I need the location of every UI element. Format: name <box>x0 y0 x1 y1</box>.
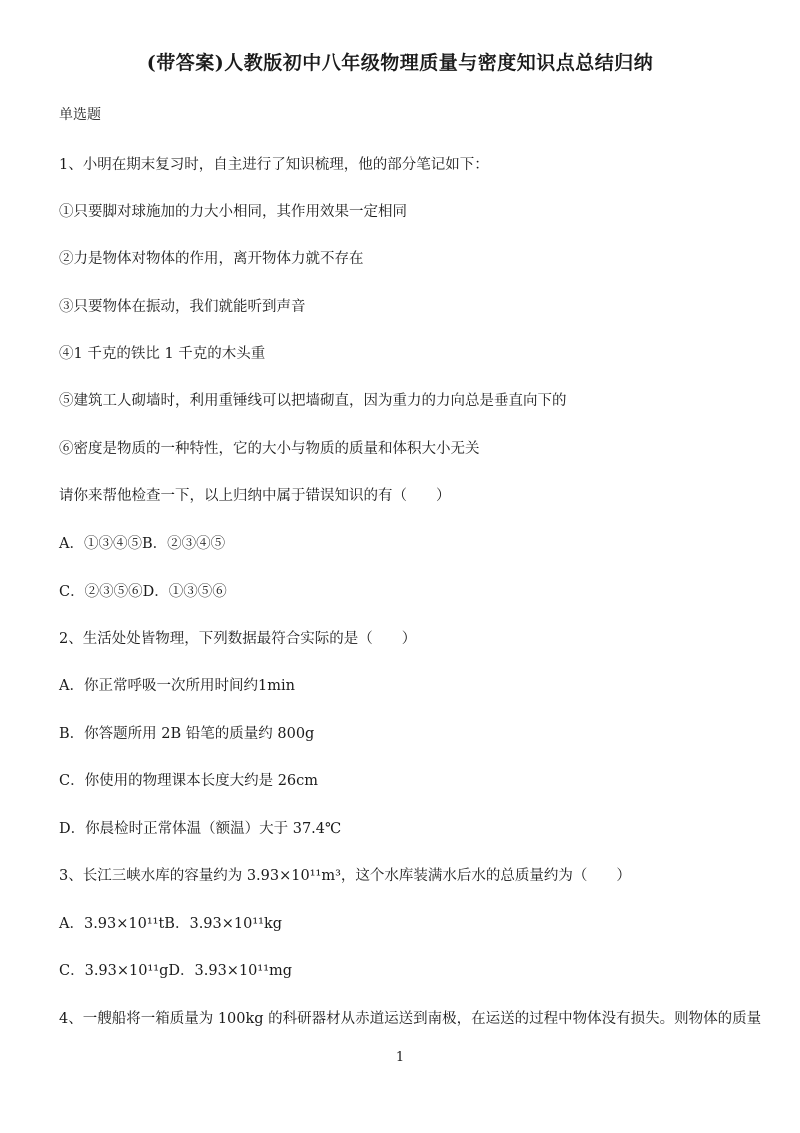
section-heading: 单选题 <box>59 107 101 123</box>
question-1-options-ab: A．①③④⑤B．②③④⑤ <box>59 536 226 552</box>
question-1-statement-2: ②力是物体对物体的作用，离开物体力就不存在 <box>59 251 364 267</box>
question-3-options-cd: C．3.93×10¹¹gD．3.93×10¹¹mg <box>59 963 293 979</box>
question-1-prompt: 请你来帮他检查一下，以上归纳中属于错误知识的有（ ） <box>59 488 451 504</box>
question-1-statement-5: ⑤建筑工人砌墙时，利用重锤线可以把墙砌直，因为重力的力向总是垂直向下的 <box>59 393 567 409</box>
question-1-statement-4: ④1 千克的铁比 1 千克的木头重 <box>59 346 266 362</box>
question-1-statement-6: ⑥密度是物质的一种特性，它的大小与物质的质量和体积大小无关 <box>59 441 480 457</box>
document-title: (带答案)人教版初中八年级物理质量与密度知识点总结归纳 <box>146 52 654 74</box>
question-2-option-c: C．你使用的物理课本长度大约是 26cm <box>59 773 319 789</box>
question-3-stem: 3、长江三峡水库的容量约为 3.93×10¹¹m³，这个水库装满水后水的总质量约为（ ） <box>59 868 631 884</box>
question-2-stem: 2、生活处处皆物理，下列数据最符合实际的是（ ） <box>59 631 417 647</box>
question-4-stem: 4、一艘船将一箱质量为 100kg 的科研器材从赤道运送到南极，在运送的过程中物体没有损失。则物体的质量 <box>59 1011 762 1027</box>
question-1-options-cd: C．②③⑤⑥D．①③⑤⑥ <box>59 584 227 600</box>
question-2-option-b: B．你答题所用 2B 铅笔的质量约 800g <box>59 726 315 742</box>
question-1-statement-1: ①只要脚对球施加的力大小相同，其作用效果一定相同 <box>59 204 407 220</box>
question-3-options-ab: A．3.93×10¹¹tB．3.93×10¹¹kg <box>59 916 283 932</box>
question-2-option-d: D．你晨检时正常体温（额温）大于 37.4℃ <box>59 821 342 837</box>
question-1-stem: 1、小明在期末复习时，自主进行了知识梳理，他的部分笔记如下： <box>59 157 489 173</box>
question-2-option-a: A．你正常呼吸一次所用时间约1min <box>59 678 295 694</box>
page-number: 1 <box>395 1050 405 1065</box>
question-1-statement-3: ③只要物体在振动，我们就能听到声音 <box>59 299 306 315</box>
